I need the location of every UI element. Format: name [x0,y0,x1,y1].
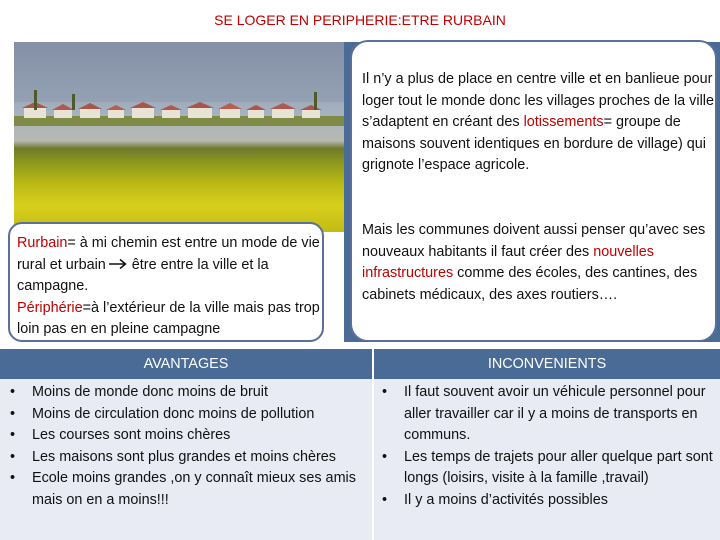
page-title: SE LOGER EN PERIPHERIE:ETRE RURBAIN [214,12,506,28]
advantages-list [2,382,366,511]
intro-paragraph-1-end: = groupe de maisons souvent identiques en bordure de village) qui grignote l’espace agricole. [362,114,706,173]
rurbain-definition-end: être entre la ville et la campagne. [17,256,269,294]
intro-paragraph-2-end: comme des écoles, des cantines, des cabinets médicaux, des axes routiers…. [362,265,698,303]
list-item: • Il y a moins d’activités possibles [374,490,714,512]
list-item: • Les temps de trajets pour aller quelque part sont longs (loisirs, visite à la famille ,travail) [374,447,714,490]
list-item: • Ecole moins grandes ,on y connaît mieux ses amis mais on en a moins!!! [2,468,366,511]
list-item: • Moins de circulation donc moins de pollution [2,404,366,426]
lotissements-term: lotissements [523,114,604,130]
intro-paragraph-2 [362,220,716,306]
advantages-cell [0,379,372,540]
intro-paragraph-2-start: Mais les communes doivent aussi penser qu’avec ses nouveaux habitants il faut créer des [362,222,706,260]
peripherie-term: Périphérie [17,299,83,316]
intro-paragraph-1-start: Il n’y a plus de place en centre ville et en banlieue pour loger tout le monde donc les villages proches de la ville s’adaptent en créant des [362,71,714,130]
disadvantages-cell [374,379,720,540]
right-arrow-icon [108,258,128,270]
advantages-header: AVANTAGES [0,349,372,379]
disadvantages-header: INCONVENIENTS [374,349,720,379]
rurbain-term: Rurbain [17,235,68,251]
intro-paragraph-1 [362,69,716,177]
disadvantages-list [374,382,714,511]
definitions-text [17,233,322,341]
list-item: • Moins de monde donc moins de bruit [2,382,366,404]
photo-illustration [14,42,344,232]
peripherie-definition: =à l’extérieur de la ville mais pas trop loin pas en en pleine campagne [17,299,320,337]
infrastructures-term: nouvelles infrastructures [362,243,655,281]
list-item: • Les maisons sont plus grandes et moins chères [2,447,366,469]
houses [22,102,322,118]
rurbain-definition: = à mi chemin est entre un mode de vie rural et urbain [17,235,320,273]
list-item: • Il faut souvent avoir un véhicule personnel pour aller travailler car il y a moins de transports en communs. [374,382,714,447]
list-item: • Les courses sont moins chères [2,425,366,447]
suburban-housing-photo [14,42,344,232]
